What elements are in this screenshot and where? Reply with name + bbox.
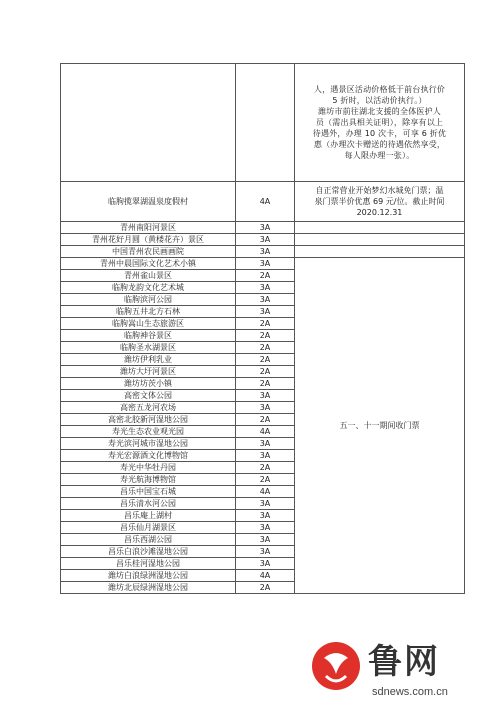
spot-level: 3A [236, 450, 295, 462]
spot-name: 潍坊白浪绿洲湿地公园 [61, 570, 236, 582]
note-line: 5 折时，以活动价执行。） [332, 96, 427, 105]
spot-level: 3A [236, 282, 295, 294]
spot-name: 高密文体公园 [61, 390, 236, 402]
spot-level: 3A [236, 294, 295, 306]
spot-level: 4A [236, 182, 295, 222]
spot-name: 临朐神谷景区 [61, 330, 236, 342]
spot-level: 2A [236, 270, 295, 282]
table-row [61, 182, 465, 222]
spot-name: 青州中晨国际文化艺术小镇 [61, 258, 236, 270]
spot-name: 青州南阳河景区 [61, 222, 236, 234]
spot-level: 2A [236, 366, 295, 378]
spot-level: 3A [236, 390, 295, 402]
spot-level: 2A [236, 582, 295, 594]
spot-name: 昌乐西湖公园 [61, 534, 236, 546]
spot-level: 3A [236, 306, 295, 318]
note-line: 人，遇景区活动价格低于前台执行价 [313, 85, 446, 94]
note-line: 惠（办理次卡赠送的待遇依然享受， [313, 140, 446, 149]
scenic-spot-table [60, 63, 465, 594]
watermark [310, 640, 490, 706]
table-row [61, 246, 465, 258]
spot-name: 临朐五井北方石林 [61, 306, 236, 318]
spot-level: 3A [236, 246, 295, 258]
watermark-url: sdnews.com.cn [372, 686, 448, 698]
empty-cell [295, 234, 465, 246]
spot-level: 3A [236, 258, 295, 270]
spot-level: 2A [236, 378, 295, 390]
table-row [61, 234, 465, 246]
spot-name: 高密五龙河农场 [61, 402, 236, 414]
spot-name: 临朐揽翠湖温泉度假村 [61, 182, 236, 222]
table-row [61, 222, 465, 234]
spot-level: 2A [236, 474, 295, 486]
spot-level: 2A [236, 330, 295, 342]
spot-name: 昌乐中国宝石城 [61, 486, 236, 498]
policy-line: 自正常营业开始梦幻水城免门票；温 [315, 186, 444, 195]
spot-name: 青州花好月圆（黄楼花卉）景区 [61, 234, 236, 246]
spot-name: 潍坊大圩河景区 [61, 366, 236, 378]
spot-name: 昌乐桂河湿地公园 [61, 558, 236, 570]
spot-level: 3A [236, 558, 295, 570]
spot-level: 3A [236, 234, 295, 246]
spot-name: 临朐圣水湖景区 [61, 342, 236, 354]
spot-name: 临朐嵩山生态旅游区 [61, 318, 236, 330]
spot-level: 2A [236, 414, 295, 426]
spot-name: 昌乐清水河公园 [61, 498, 236, 510]
spot-policy [295, 182, 465, 222]
spot-name: 寿光宏源酒文化博物馆 [61, 450, 236, 462]
spot-level: 3A [236, 438, 295, 450]
spot-level: 2A [236, 462, 295, 474]
spot-level: 2A [236, 318, 295, 330]
spot-name: 昌乐庵上湖村 [61, 510, 236, 522]
spot-name: 昌乐仙月湖景区 [61, 522, 236, 534]
policy-note [295, 64, 465, 182]
empty-cell [61, 64, 236, 182]
spot-level: 3A [236, 510, 295, 522]
spot-level: 4A [236, 486, 295, 498]
spot-level: 4A [236, 570, 295, 582]
note-row [61, 64, 465, 182]
spot-name: 寿光生态农业观光园 [61, 426, 236, 438]
spot-name: 临朐龙韵文化艺术城 [61, 282, 236, 294]
spot-level: 2A [236, 342, 295, 354]
spot-level: 3A [236, 402, 295, 414]
spot-name: 潍坊坊茨小镇 [61, 378, 236, 390]
table-row [61, 258, 465, 270]
sdnews-logo-icon [310, 640, 362, 692]
spot-name: 潍坊北辰绿洲湿地公园 [61, 582, 236, 594]
note-line: 潍坊市前往湖北支援的全体医护人 [318, 107, 441, 116]
note-line: 员（需出具相关证明），除享有以上 [315, 118, 444, 127]
empty-cell [236, 64, 295, 182]
policy-line: 2020.12.31 [356, 208, 403, 217]
note-line: 每人限办理一张）。 [344, 151, 415, 160]
spot-name: 寿光中华牡丹园 [61, 462, 236, 474]
spot-level: 3A [236, 522, 295, 534]
spot-name: 寿光滨河城市湿地公园 [61, 438, 236, 450]
spot-level: 3A [236, 546, 295, 558]
spot-name: 昌乐白浪沙滩湿地公园 [61, 546, 236, 558]
spot-level: 2A [236, 354, 295, 366]
spot-name: 青州雀山景区 [61, 270, 236, 282]
spot-level: 4A [236, 426, 295, 438]
spot-level: 3A [236, 498, 295, 510]
watermark-title: 鲁网 [368, 642, 440, 682]
spot-name: 寿光航海博物馆 [61, 474, 236, 486]
spot-level: 3A [236, 222, 295, 234]
note-line: 待遇外，办理 10 次卡，可享 6 折优 [312, 129, 447, 138]
spot-name: 中国青州农民画画院 [61, 246, 236, 258]
spot-level: 3A [236, 534, 295, 546]
spot-name: 临朐滨河公园 [61, 294, 236, 306]
empty-cell [295, 222, 465, 234]
spot-name: 高密北胶新河湿地公园 [61, 414, 236, 426]
spot-name: 潍坊伊利乳业 [61, 354, 236, 366]
policy-line: 泉门票半价优惠 69 元/位。截止时间 [314, 197, 445, 206]
empty-cell [295, 246, 465, 258]
merged-policy: 五一、十一期间收门票 [295, 258, 465, 594]
